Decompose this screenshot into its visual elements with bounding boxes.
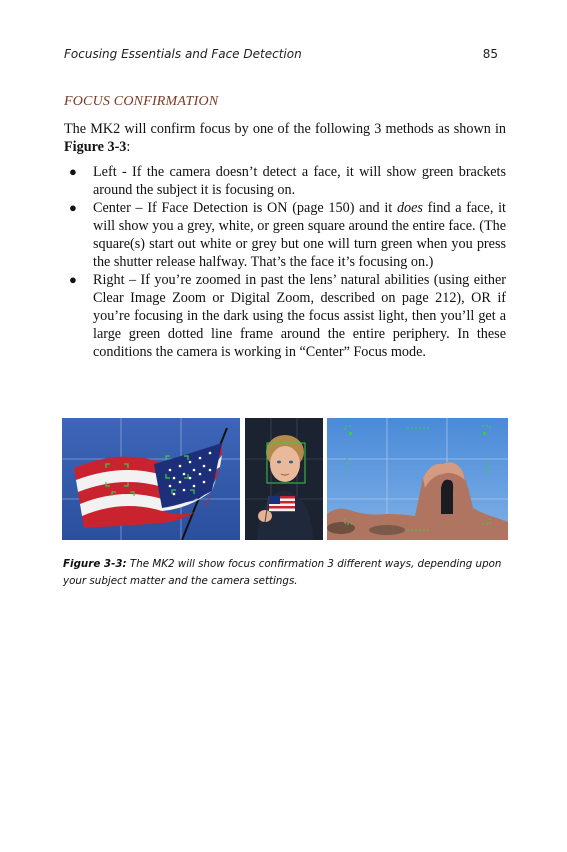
list-item-text-start: Center – If Face Detection is ON (page 150) and it: [93, 200, 397, 216]
figure-reference: Figure 3-3: [64, 139, 127, 155]
list-item-center: [64, 199, 506, 271]
flag-image: [62, 418, 240, 540]
rock-image: [327, 418, 508, 540]
list-item-text: Left - If the camera doesn’t detect a face, it will show green brackets around the subject it is focusing on.: [93, 164, 506, 198]
list-item-text: Right – If you’re zoomed in past the lens’ natural abilities (using either Clear Image Zoom or Digital Zoom, described on page 212), OR if you’re focusing in the dark using the focus assist light, then you’ll get a large green dotted line frame around the entire periphery. In these conditions the camera is working in “Center” Focus mode.: [93, 272, 506, 360]
running-title: Focusing Essentials and Face Detection: [64, 47, 302, 61]
intro-end: :: [126, 139, 131, 155]
figure-3-3: [62, 418, 508, 540]
list-item-text-end: find a face, it will show you a grey, white, or green square around the entire face. (The square(s) start out white or grey but one will turn green when you press the shutter release halfway. That’s the face it’s focusing on.): [93, 200, 506, 270]
focus-methods-list: [64, 163, 506, 361]
list-item-left: [64, 163, 506, 199]
list-item-emphasis: does: [396, 200, 423, 216]
caption-text: The MK2 will show focus confirmation 3 different ways, depending upon your subject matter and the camera settings.: [63, 558, 502, 587]
bullet-icon: ●: [69, 272, 77, 287]
bullet-icon: ●: [69, 164, 77, 179]
flag-photo: [62, 418, 240, 540]
caption-label: Figure 3-3:: [63, 558, 127, 570]
page-header: [64, 47, 498, 65]
face-image: [245, 418, 323, 540]
intro-text: The MK2 will confirm focus by one of the following 3 methods as shown in: [64, 121, 506, 137]
bullet-icon: ●: [69, 200, 77, 215]
face-photo: [245, 418, 323, 540]
page-number: 85: [482, 47, 498, 61]
figure-caption: [63, 556, 513, 590]
rock-photo: [327, 418, 508, 540]
intro-paragraph: [64, 120, 506, 156]
section-heading: FOCUS CONFIRMATION: [64, 94, 219, 109]
list-item-right: [64, 271, 506, 361]
